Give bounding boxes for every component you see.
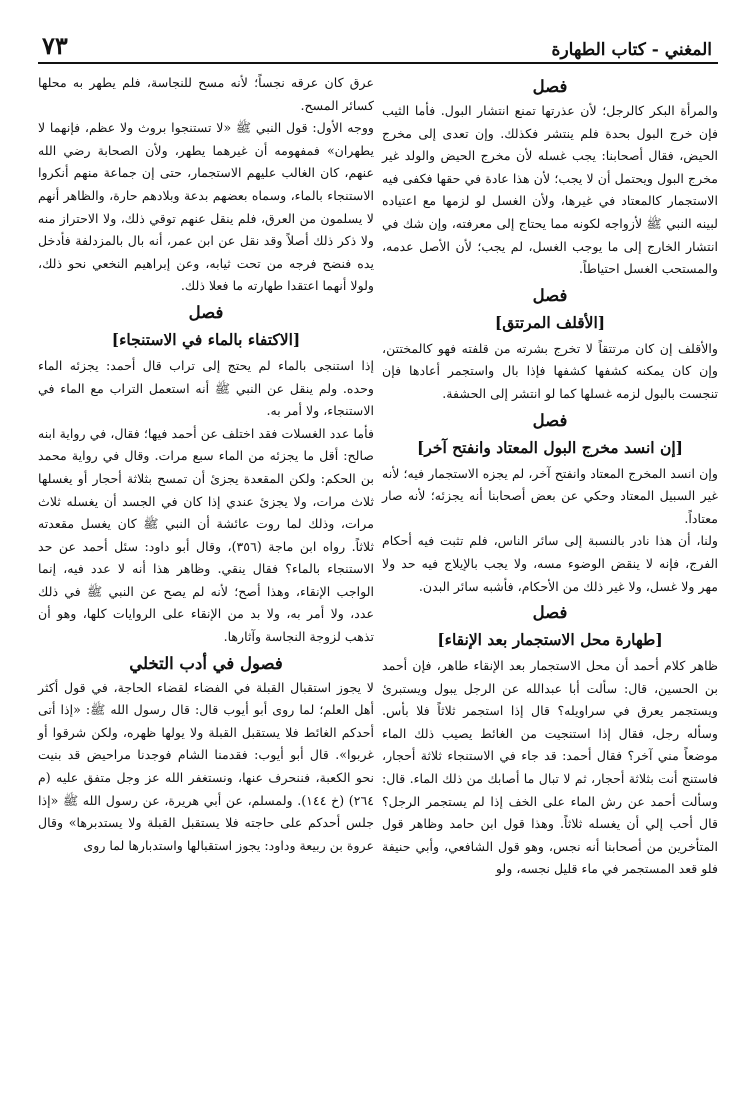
paragraph: ولنا، أن هذا نادر بالنسبة إلى سائر الناس، فلم تثبت فيه أحكام الفرج، فإنه لا ينقض الوضوء مسه، ولا يجب بالإيلاج فيه حد ولا مهر ولا غسل، ولا غير ذلك من الأحكام، فأشبه سائر البدن. <box>382 533 718 594</box>
title-separator: - <box>645 40 665 60</box>
section-heading: فصل <box>532 410 568 430</box>
section-subheading: [إن انسد مخرج البول المعتاد وانفتح آخر] <box>417 437 683 457</box>
book-title: المغني <box>664 40 712 60</box>
paragraph: والمرأة البكر كالرجل؛ لأن عذرتها تمنع انتشار البول. فأما الثيب فإن خرج البول بحدة فلم ينتشر فكذلك. وإن تعدى إلى مخرج الحيض، فقال أصحابنا: يجب غسله لأن مخرج الحيض والولد غير مخرج البول ويحتمل أن لا يجب؛ لأن هذا عادة في حقها فكفى فيه الاستجمار كالمعتاد في غيرها، ولأن الغسل لو لزمها مع اعتياده لبينه النبي ﷺ لأزواجه لكونه مما يحتاج إلى معرفته، وإن شك في انتشار الخارج إلى ما يوجب الغسل، لم يجب؛ لأن الأصل عدمه، والمستحب الغسل احتياطاً. <box>382 103 718 277</box>
section-title: كتاب الطهارة <box>551 40 646 60</box>
running-title <box>552 40 712 60</box>
paragraph: ووجه الأول: قول النبي ﷺ «لا تستنجوا بروث ولا عظم، فإنهما لا يطهران» فمفهومه أن غيرهما يطهر، ولأن الصحابة رضي الله عنهم، كان الغالب عليهم الاستجمار، حتى إن جماعة منهم أنكروا الاستنجاء بالماء، وسماه بعضهم بدعة وبلادهم حارة، والظاهر أنهم لا يسلمون من العرق، فلم ينقل عنهم توقي ذلك، ولا الاحتراز منه ولا ذكر ذلك أصلاً وقد نقل عن ابن عمر، أنه بال بالمزدلفة فأدخل يده فنضح فرجه من تحت ثيابه، وعن إبراهيم النخعي نحو ذلك، ولولا أنهما اعتقدا طهارته ما فعلا ذلك. <box>38 120 374 294</box>
section-heading: فصل <box>532 285 568 305</box>
paragraph: ظاهر كلام أحمد أن محل الاستجمار بعد الإنقاء طاهر، فإن أحمد بن الحسين، قال: سألت أبا عبدالله عن الرجل يبول ويستبرئ ويستجمر يعرق في سراويله؟ قال إذا استجمر ثلاثاً فلا بأس. وسأله رجل، فقال إذا استنجيت من الغائط يصيب ذلك الماء موضعاً مني آخر؟ فقال أحمد: قد جاء في الاستنجاء ثلاثة أحجار، فاستنج أنت بثلاثة أحجار، ثم لا تبال ما أصابك من ذلك الماء. قال: وسألت أحمد عن رش الماء على الخف إذا لم يستجمر الرجل؟ قال أحب إلي أن يغسله ثلاثاً. وهذا قول ابن حامد وظاهر قول المتأخرين من أصحابنا أنه نجس، وهو قول الشافعي، وأبي حنيفة فلو قعد المستجمر في ماء قليل نجسه، ولو <box>382 658 718 877</box>
paragraph: عرق كان عرقه نجساً؛ لأنه مسح للنجاسة، فلم يطهر به محلها كسائر المسح. <box>38 75 374 113</box>
section-subheading: [الاكتفاء بالماء في الاستنجاء] <box>111 329 301 349</box>
right-column <box>382 72 718 881</box>
section-heading: فصل <box>532 603 568 623</box>
page-number: ٧٣ <box>42 31 68 60</box>
section-subheading: [طهارة محل الاستجمار بعد الإنقاء] <box>437 630 663 650</box>
paragraph: إذا استنجى بالماء لم يحتج إلى تراب قال أحمد: يجزئه الماء وحده. ولم ينقل عن النبي ﷺ أنه استعمل التراب مع الماء في الاستنجاء، ولا أمر به. <box>38 357 374 419</box>
section-heading: فصل <box>532 77 568 96</box>
paragraph: والأقلف إن كان مرتتقاً لا تخرج بشرته من قلفته فهو كالمختتن، وإن كان يمكنه كشفها كشفها فإذا بال واستجمر أعادها فإن تنجست بالبول لزمه غسلها كما لو انتشر إلى الحشفة. <box>382 340 718 401</box>
section-heading: فصول في أدب التخلي <box>129 653 283 673</box>
section-subheading: [الأقلف المرتتق] <box>494 312 606 332</box>
paragraph: وإن انسد المخرج المعتاد وانفتح آخر، لم يجزه الاستجمار فيه؛ لأنه غير السبيل المعتاد وحكي عن بعض أصحابنا أنه يجزئه؛ لأنه صار معتاداً. <box>382 465 718 526</box>
paragraph: فأما عدد الغسلات فقد اختلف عن أحمد فيها؛ فقال، في رواية ابنه صالح: أقل ما يجزئه من الماء سبع مرات. وقال في رواية محمد بن الحكم: ولكن المقعدة يجزئ أن تمسح بثلاثة أحجار أو يغسلها ثلاث مرات، ولا يجزئ عندي إذا كان في الجسد أن يغسله ثلاث مرات، وذلك لما روت عائشة أن النبي ﷺ كان يغسل مقعدته ثلاثاً. رواه ابن ماجة (٣٥٦)، وقال أبو داود: سئل أحمد عن حد الاستنجاء بالماء؟ فقال ينقي. وظاهر هذا أنه لا عدد فيه، إنما الواجب الإنقاء، وهذا أصح؛ لأنه لم يصح عن النبي ﷺ في ذلك عدد، ولا أمر به، ولا بد من الإنقاء على الروايات كلها، وهو أن تذهب لزوجة النجاسة وآثارها. <box>38 425 375 645</box>
left-column <box>38 72 374 857</box>
section-heading: فصل <box>188 302 224 322</box>
paragraph: لا يجوز استقبال القبلة في الفضاء لقضاء الحاجة، في قول أكثر أهل العلم؛ لما روى أبو أيوب قال: قال رسول الله ﷺ: «إذا أتى أحدكم الغائط فلا يستقبل القبلة ولا يولها ظهره، ولكن شرقوا أو غربوا». قال أبو أيوب: فقدمنا الشام فوجدنا مراحيض قد بنيت نحو الكعبة، فننحرف عنها، ونستغفر الله عز وجل متفق عليه (م ٢٦٤) (خ ١٤٤). ولمسلم، عن أبي هريرة، عن رسول الله ﷺ «إذا جلس أحدكم على حاجته فلا يستقبل القبلة ولا يستدبرها» وقال عروة بن ربيعة وداود: يجوز استقبالها واستدبارها لما روى <box>38 679 374 853</box>
running-header <box>38 28 718 64</box>
